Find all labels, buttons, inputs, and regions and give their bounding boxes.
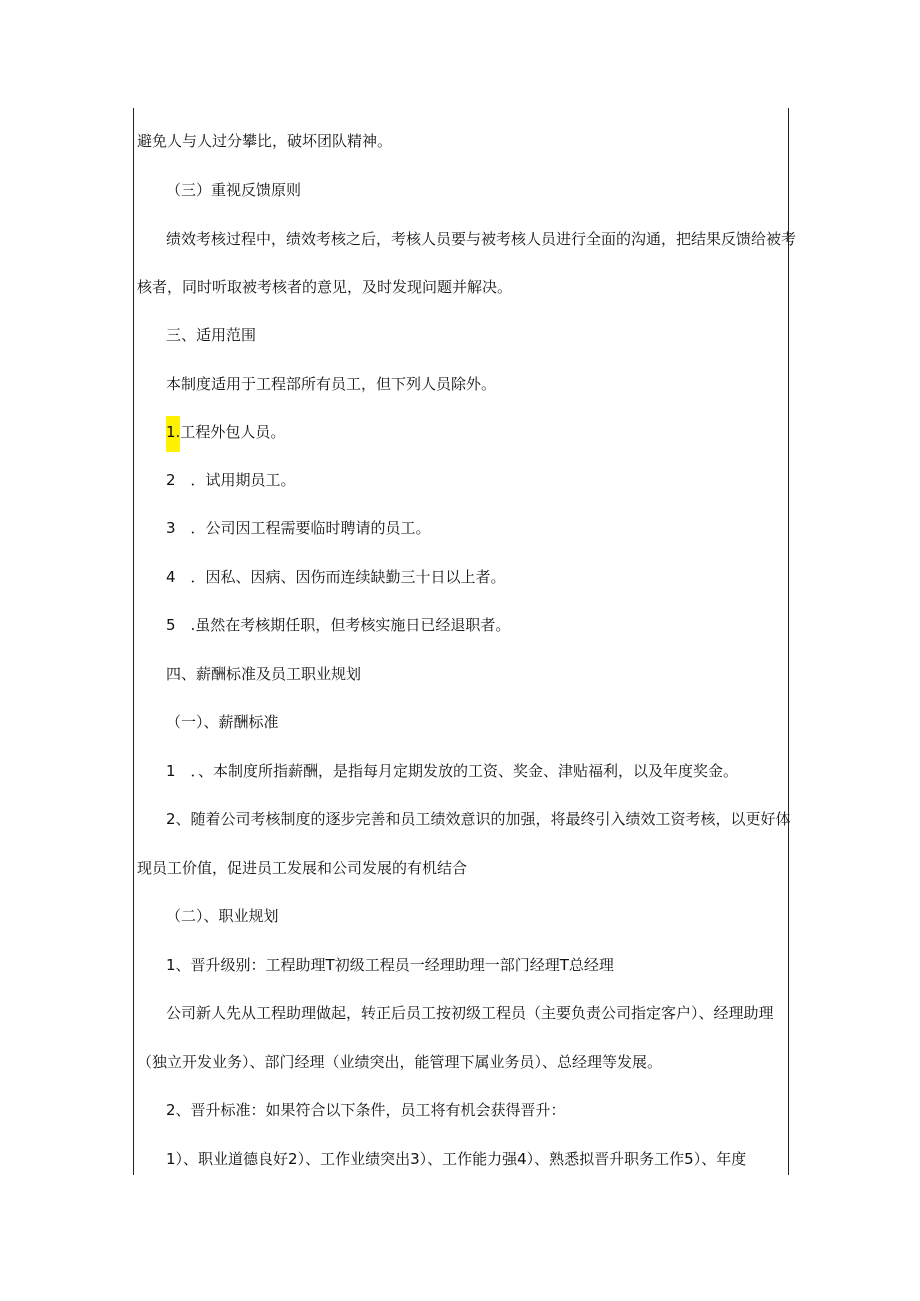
subsection-heading: （一）、薪酬标准 bbox=[166, 713, 279, 731]
list-item: 2、晋升标准：如果符合以下条件，员工将有机会获得晋升： bbox=[166, 1101, 566, 1119]
list-item: 3 ．公司因工程需要临时聘请的员工。 bbox=[166, 519, 431, 537]
paragraph-text: 本制度适用于工程部所有员工，但下列人员除外。 bbox=[166, 375, 497, 393]
highlighted-number: 1. bbox=[166, 416, 180, 452]
paragraph-text: 现员工价值，促进员工发展和公司发展的有机结合 bbox=[137, 859, 468, 877]
paragraph-text: 2、随着公司考核制度的逐步完善和员工绩效意识的加强，将最终引入绩效工资考核，以更好体 bbox=[166, 810, 791, 828]
list-item-text: 工程外包人员。 bbox=[180, 423, 286, 441]
list-item: 1、晋升级别：工程助理T初级工程员一经理助理一部门经理T总经理 bbox=[166, 956, 614, 974]
paragraph-text: 避免人与人过分攀比，破坏团队精神。 bbox=[137, 132, 393, 150]
list-item bbox=[166, 422, 285, 442]
section-heading: 三、适用范围 bbox=[166, 326, 257, 344]
paragraph-text: 公司新人先从工程助理做起，转正后员工按初级工程员（主要负责公司指定客户）、经理助理 bbox=[166, 1004, 774, 1022]
list-item: 2 ．试用期员工。 bbox=[166, 471, 296, 489]
paragraph-text: （独立开发业务）、部门经理（业绩突出，能管理下属业务员）、总经理等发展。 bbox=[137, 1053, 663, 1071]
list-item: 4 ．因私、因病、因伤而连续缺勤三十日以上者。 bbox=[166, 568, 506, 586]
list-item: 5 .虽然在考核期任职，但考核实施日已经退职者。 bbox=[166, 616, 511, 634]
paragraph-text: 核者，同时听取被考核者的意见，及时发现问题并解决。 bbox=[137, 278, 513, 296]
paragraph-text: 绩效考核过程中，绩效考核之后，考核人员要与被考核人员进行全面的沟通，把结果反馈给被考 bbox=[166, 230, 797, 248]
section-heading: （三）重视反馈原则 bbox=[166, 181, 302, 199]
subsection-heading: （二）、职业规划 bbox=[166, 907, 279, 925]
section-heading: 四、薪酬标准及员工职业规划 bbox=[166, 665, 362, 683]
list-item: 1 ．、本制度所指薪酬，是指每月定期发放的工资、奖金、津贴福利，以及年度奖金。 bbox=[166, 762, 739, 780]
list-item: 1）、职业道德良好2）、工作业绩突出3）、工作能力强4）、熟悉拟晋升职务工作5）、年度 bbox=[166, 1150, 747, 1168]
